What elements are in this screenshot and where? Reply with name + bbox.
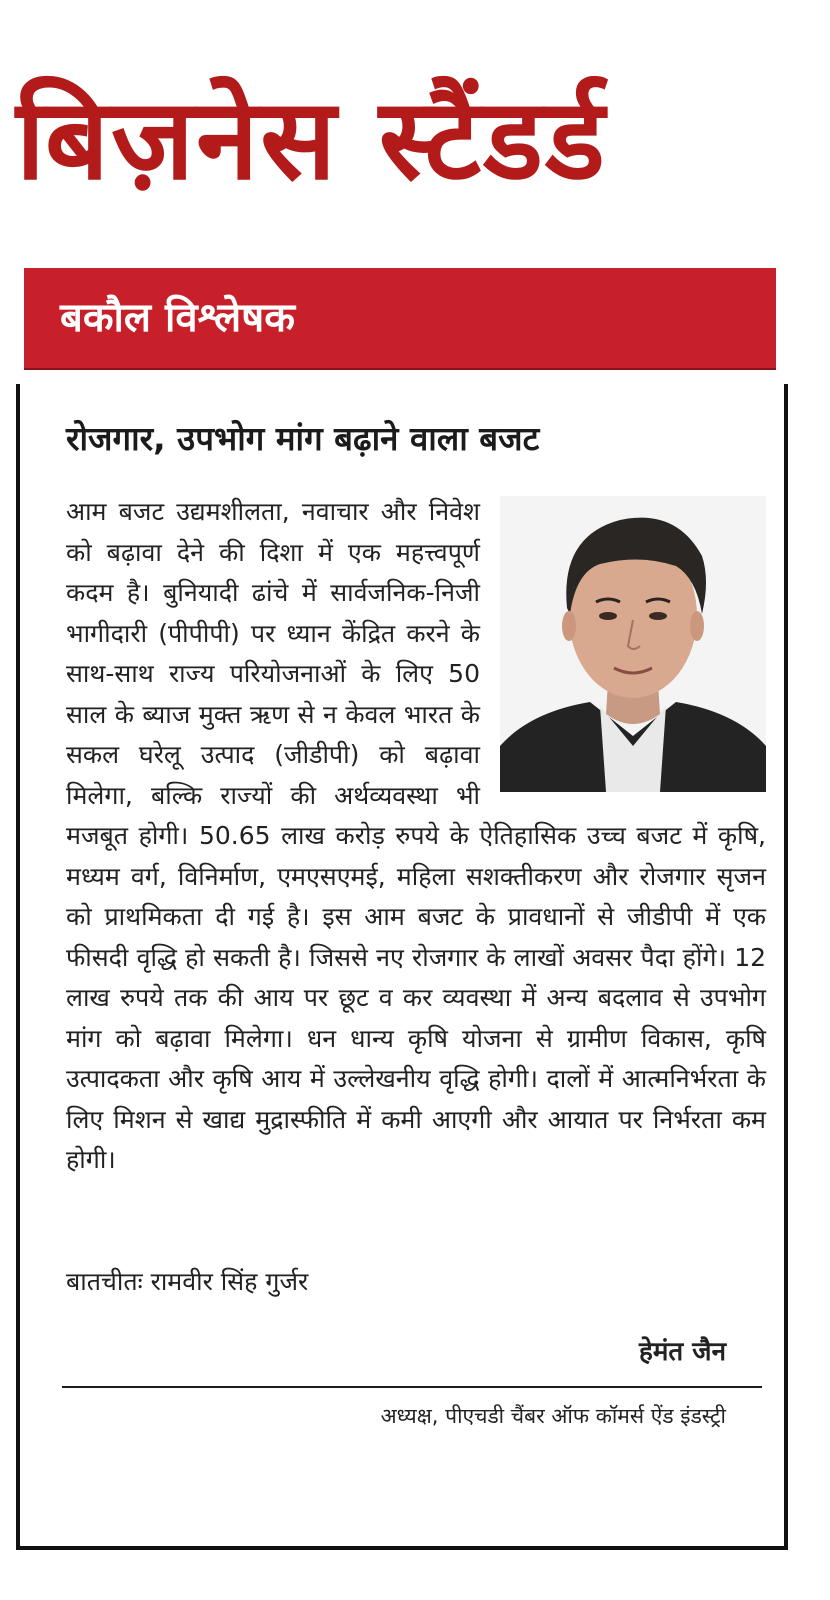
article-body-text: आम बजट उद्यमशीलता, नवाचार और निवेश को बढ़ावा देने की दिशा में एक महत्त्वपूर्ण कदम है। बुनियादी ढांचे में सार्वजनिक-निजी भागीदारी (पीपीपी) पर ध्यान केंद्रित करने के साथ-साथ राज्य परियोजनाओं के लिए 50 साल के ब्याज मुक्त ऋण से न केवल भारत के सकल घरेलू उत्पाद (जीडीपी) को बढ़ावा मिलेगा, बल्कि राज्यों की अर्थव्यवस्था भी मजबूत होगी। 50.65 लाख करोड़ रुपये के ऐतिहासिक उच्च बजट में कृषि, मध्यम वर्ग, विनिर्माण, एमएसएमई, महिला सशक्तीकरण और रोजगार सृजन को प्राथमिकता दी गई है। इस आम बजट के प्रावधानों से जीडीपी में एक फीसदी वृद्धि हो सकती है। जिससे नए रोजगार के लाखों अवसर पैदा होंगे। 12 लाख रुपये तक की आय पर छूट व कर व्यवस्था में अन्य बदलाव से उपभोग मांग को बढ़ावा मिलेगा। धन धान्य कृषि योजना से ग्रामीण विकास, कृषि उत्पादकता और कृषि आय में उल्लेखनीय वृद्धि होगी। दालों में आत्मनिर्भरता के लिए मिशन से खाद्य मुद्रास्फीति में कमी आएगी और आयात पर निर्भरता कम होगी।: [66, 497, 766, 1174]
masthead-title: बिज़नेस स्टैंडर्ड: [16, 75, 607, 205]
article-headline: रोजगार, उपभोग मांग बढ़ाने वाला बजट: [66, 419, 540, 458]
article-box: [16, 384, 788, 1550]
author-divider: [62, 1386, 762, 1388]
interview-credit: बातचीतः रामवीर सिंह गुर्जर: [66, 1267, 309, 1296]
author-designation: अध्यक्ष, पीएचडी चैंबर ऑफ कॉमर्स ऐंड इंडस्ट्री: [380, 1404, 726, 1428]
section-banner: [24, 268, 776, 368]
section-label: बकौल विश्लेषक: [60, 295, 296, 341]
author-photo: [500, 496, 766, 792]
article-body: [66, 492, 766, 1181]
author-name: हेमंत जैन: [639, 1337, 726, 1367]
